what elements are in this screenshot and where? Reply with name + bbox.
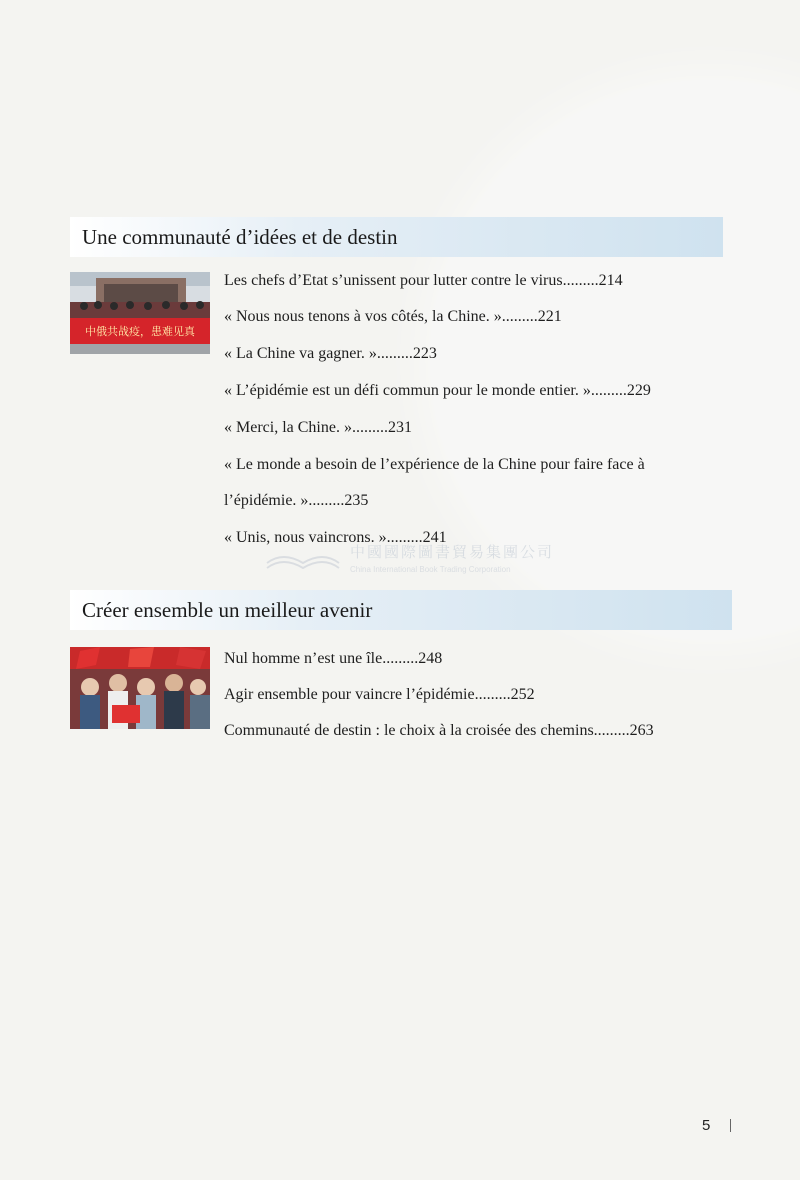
section-heading-2 [70, 590, 732, 630]
photo-thumbnail-1 [70, 272, 210, 354]
watermark-book-icon [263, 541, 343, 573]
watermark-chinese: 中國國際圖書貿易集團公司 [350, 543, 555, 561]
toc-entry: Les chefs d’Etat s’unissent pour lutter contre le virus.........214 [224, 272, 623, 289]
watermark-english: China International Book Trading Corporation [350, 565, 511, 574]
toc-entry: Communauté de destin : le choix à la croisée des chemins.........263 [224, 722, 654, 739]
section-heading-1 [70, 217, 723, 257]
toc-entry: « Le monde a besoin de l’expérience de la Chine pour faire face à [224, 456, 645, 473]
toc-entry: « Merci, la Chine. ».........231 [224, 419, 412, 436]
photo-thumbnail-2 [70, 647, 210, 729]
page-number-divider [730, 1119, 731, 1132]
toc-entry: « Nous nous tenons à vos côtés, la Chine. ».........221 [224, 308, 562, 325]
toc-entry: « Unis, nous vaincrons. ».........241 [224, 529, 447, 546]
toc-entry: « L’épidémie est un défi commun pour le monde entier. ».........229 [224, 382, 651, 399]
section-title: Une communauté d’idées et de destin [82, 224, 398, 249]
toc-entry: « La Chine va gagner. ».........223 [224, 345, 437, 362]
section-title: Créer ensemble un meilleur avenir [82, 597, 373, 622]
toc-entry: Agir ensemble pour vaincre l’épidémie.........252 [224, 686, 535, 703]
page-number: 5 [702, 1117, 711, 1134]
toc-entry: Nul homme n’est une île.........248 [224, 650, 443, 667]
watermark [255, 541, 555, 581]
toc-entry: l’épidémie. ».........235 [224, 492, 369, 509]
banner-text: 中俄共战疫，患难见真 [85, 325, 195, 338]
